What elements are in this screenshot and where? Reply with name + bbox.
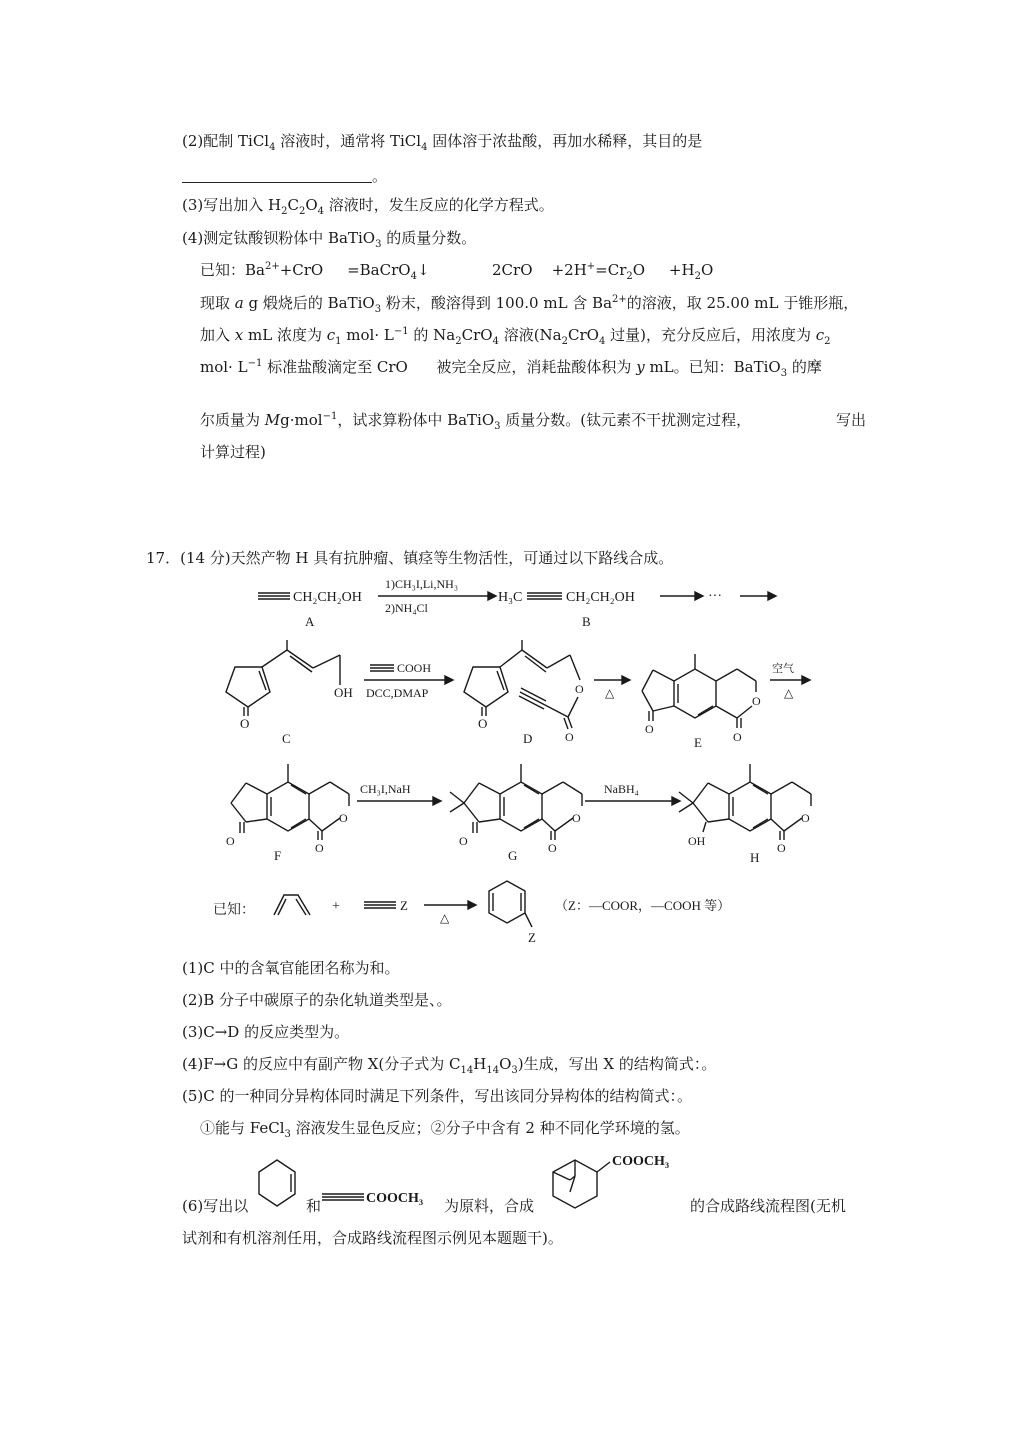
q16-procedure-line-5: 计算过程) bbox=[200, 443, 266, 461]
g-carbonyl-o: O bbox=[548, 841, 557, 855]
f-carbonyl-o: O bbox=[315, 841, 324, 855]
d-oxo: O bbox=[478, 716, 488, 731]
e-oxo: O bbox=[645, 722, 654, 736]
label-d: D bbox=[523, 731, 533, 746]
a-group-text: CH₂CH₂OH bbox=[293, 590, 362, 605]
cond-cd-top: COOH bbox=[397, 661, 432, 675]
delta-ef: △ bbox=[784, 686, 794, 700]
f-ring-o: O bbox=[339, 811, 348, 825]
h-ring-o: O bbox=[801, 811, 810, 825]
known-note: （Z：—COOR，—COOH 等） bbox=[555, 898, 731, 913]
b-group-text: CH₂CH₂OH bbox=[566, 590, 635, 605]
label-b: B bbox=[582, 614, 591, 629]
label-e: E bbox=[694, 735, 702, 750]
label-h: H bbox=[750, 850, 760, 865]
cond-cd-bottom: DCC,DMAP bbox=[366, 686, 429, 700]
label-a: A bbox=[305, 614, 315, 629]
q16-procedure-line-4: 尔质量为 Mg·mol$^{-1}$，试求算粉体中 BaTiO$_3$ 质量分数。(钛元素不干扰测定过程， bbox=[200, 411, 752, 432]
delta-known: △ bbox=[440, 911, 450, 925]
q17-sub2: (2)B 分子中碳原子的杂化轨道类型是、。 bbox=[182, 991, 452, 1009]
q16-part3-line: (3)写出加入 $H_2C_2O_4$ 溶液时，发生反应的化学方程式。 bbox=[182, 196, 554, 217]
q16-procedure-line-2: 加入 x mL 浓度为 $c_1$ $mol\cdot L^{-1}$ 的 $Na_2CrO_4$ 溶液($Na_2CrO_4$ 过量)，充分反应后，用浓度为 $c_2$ bbox=[200, 326, 831, 347]
label-f: F bbox=[274, 848, 282, 863]
ellipsis: ··· bbox=[708, 589, 722, 604]
q17-sub4: (4)F→G 的反应中有副产物 X(分子式为 $C_{14}H_{14}O_3$)生成，写出 X 的结构简式：。 bbox=[182, 1055, 717, 1076]
delta-de: △ bbox=[605, 686, 615, 700]
known-label: 已知： bbox=[213, 903, 255, 918]
q17-sub6-line2: 试剂和有机溶剂任用，合成路线流程图示例见本题题干)。 bbox=[182, 1229, 563, 1247]
bicyclo-target bbox=[553, 1154, 669, 1208]
z-product: Z bbox=[528, 930, 536, 945]
cond-gh: NaBH₄ bbox=[604, 782, 639, 796]
z-reagent: Z bbox=[400, 898, 408, 913]
e-carbonyl-o: O bbox=[733, 730, 742, 744]
q16-part2-answer-blank: 。 bbox=[182, 166, 387, 186]
q16-known-equation-1: 已知：$Ba^{2+}+CrO$ =BaCrO$_4$↓ bbox=[200, 261, 430, 282]
q16-part2-line: (2)配制 TiCl$_4$ 溶液时，通常将 TiCl$_4$ 固体溶于浓盐酸，再加水稀释，其目的是 bbox=[182, 132, 703, 153]
ester-label: COOCH₃ bbox=[366, 1191, 424, 1206]
target-ester-label: COOCH₃ bbox=[612, 1154, 670, 1169]
q17-intro: 17．(14 分)天然产物 H 具有抗肿瘤、镇痉等生物活性，可通过以下路线合成。 bbox=[146, 549, 674, 567]
q17-sub1: (1)C 中的含氧官能团名称为和。 bbox=[182, 959, 400, 977]
g-oxo: O bbox=[459, 834, 468, 848]
f-oxo: O bbox=[226, 834, 235, 848]
d-carbonyl-o: O bbox=[565, 730, 574, 744]
q16-procedure-line-4-tail: 写出 bbox=[836, 411, 867, 429]
c-oh: OH bbox=[334, 685, 353, 700]
q16-procedure-line-3: $mol\cdot L^{-1}$ 标准盐酸滴定至 CrO 被完全反应，消耗盐酸体积为 y mL。已知：BaTiO$_3$ 的摩 bbox=[200, 358, 822, 379]
q17-sub6-start: (6)写出以 bbox=[182, 1197, 249, 1215]
c-oxo: O bbox=[240, 716, 250, 731]
g-ring-o: O bbox=[572, 811, 581, 825]
plus-sign: + bbox=[332, 899, 340, 914]
label-c: C bbox=[282, 731, 291, 746]
h-carbonyl-o: O bbox=[777, 841, 786, 855]
cond1-line1: 1)CH₃I,Li,NH₃ bbox=[385, 577, 459, 591]
q16-procedure-line-1: 现取 a g 煅烧后的 BaTiO$_3$ 粉末，酸溶得到 100.0 mL 含 $Ba^{2+}$的溶液，取 25.00 mL 于锥形瓶， bbox=[200, 294, 859, 315]
air-label: 空气 bbox=[772, 663, 794, 675]
cond-fg: CH₃I,NaH bbox=[360, 782, 411, 796]
q17-sub5: (5)C 的一种同分异构体同时满足下列条件，写出该同分异构体的结构简式：。 bbox=[182, 1087, 692, 1105]
e-ring-o: O bbox=[752, 694, 761, 708]
methyl-propiolate bbox=[322, 1191, 423, 1206]
q17-sub3: (3)C→D 的反应类型为。 bbox=[182, 1023, 350, 1041]
q17-sub6-middle: 为原料，合成 bbox=[444, 1197, 535, 1215]
b-methyl-text: H₃C bbox=[498, 590, 523, 605]
q17-sub5-conditions: ①能与 FeCl$_3$ 溶液发生显色反应；②分子中含有 2 种不同化学环境的氢。 bbox=[200, 1119, 690, 1140]
cond1-line2: 2)NH₄Cl bbox=[385, 601, 428, 615]
cyclohexene bbox=[259, 1160, 295, 1206]
q17-sub6-and: 和 bbox=[306, 1197, 322, 1215]
q16-part4-line: (4)测定钛酸钡粉体中 BaTiO$_3$ 的质量分数。 bbox=[182, 229, 477, 250]
q17-sub6-end: 的合成路线流程图(无机 bbox=[690, 1197, 846, 1215]
d-ester-o: O bbox=[575, 682, 584, 696]
q16-known-equation-2: 2CrO $+2H^+=Cr_2O$ $+H_2O$ bbox=[492, 261, 714, 282]
h-oh: OH bbox=[688, 834, 706, 848]
label-g: G bbox=[508, 848, 518, 863]
